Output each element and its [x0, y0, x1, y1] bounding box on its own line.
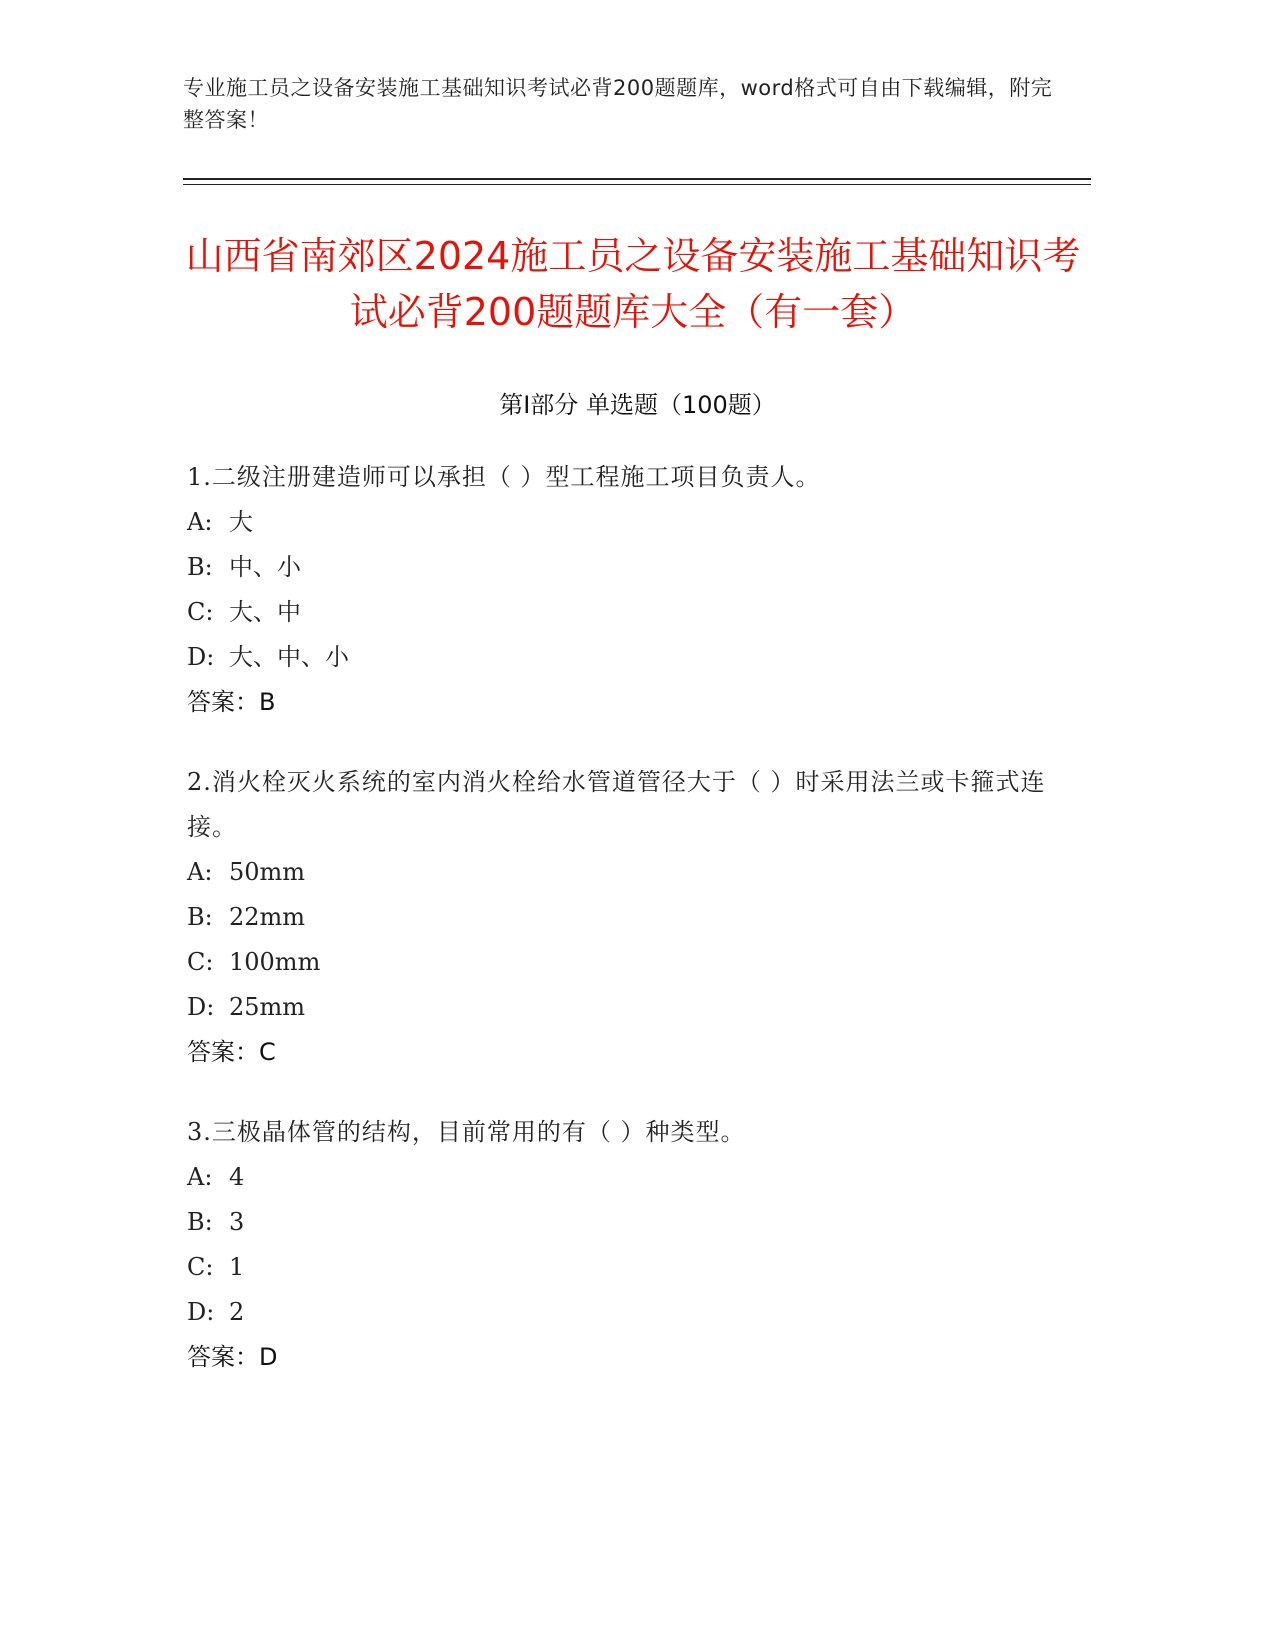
option-letter: C: [187, 598, 214, 626]
option-letter: D: [187, 643, 215, 671]
option-c [187, 940, 1067, 985]
option-text: 2 [229, 1298, 245, 1326]
option-text: 大 [229, 508, 253, 536]
option-text: 中、小 [229, 553, 301, 581]
question-stem: 2.消火栓灭火系统的室内消火栓给水管道管径大于（ ）时采用法兰或卡箍式连接。 [187, 768, 1046, 841]
option-letter: A: [187, 858, 213, 886]
option-b [187, 1200, 1067, 1245]
option-d [187, 1290, 1067, 1335]
option-letter: D: [187, 993, 215, 1021]
option-letter: B: [187, 903, 213, 931]
option-text: 25mm [229, 993, 306, 1021]
option-text: 大、中、小 [229, 643, 349, 671]
option-letter: A: [187, 508, 213, 536]
option-text: 22mm [229, 903, 306, 931]
section-heading: 第I部分 单选题（100题） [499, 391, 776, 419]
question-stem: 3.三极晶体管的结构，目前常用的有（ ）种类型。 [187, 1118, 746, 1146]
option-a [187, 1155, 1067, 1200]
option-d [187, 985, 1067, 1030]
option-b [187, 545, 1067, 590]
option-text: 100mm [229, 948, 321, 976]
question-3 [187, 1110, 1067, 1380]
option-letter: B: [187, 553, 213, 581]
option-b [187, 895, 1067, 940]
option-letter: B: [187, 1208, 213, 1236]
option-d [187, 635, 1067, 680]
option-text: 4 [229, 1163, 245, 1191]
document-title: 山西省南郊区2024施工员之设备安装施工基础知识考试必背200题题库大全（有一套） [185, 234, 1081, 334]
option-letter: D: [187, 1298, 215, 1326]
option-text: 1 [229, 1253, 245, 1281]
option-text: 大、中 [229, 598, 301, 626]
option-letter: A: [187, 1163, 213, 1191]
answer-line: 答案：B [187, 688, 276, 716]
header-divider-thick [183, 178, 1091, 180]
answer-line: 答案：C [187, 1038, 276, 1066]
question-1 [187, 455, 1067, 725]
header-divider-thin [183, 184, 1091, 185]
question-2 [187, 760, 1067, 1075]
option-a [187, 500, 1067, 545]
option-a [187, 850, 1067, 895]
option-c [187, 1245, 1067, 1290]
answer-line: 答案：D [187, 1343, 278, 1371]
question-stem: 1.二级注册建造师可以承担（ ）型工程施工项目负责人。 [187, 463, 821, 491]
option-letter: C: [187, 948, 214, 976]
option-c [187, 590, 1067, 635]
option-text: 3 [229, 1208, 245, 1236]
header-note: 专业施工员之设备安装施工基础知识考试必背200题题库，word格式可自由下载编辑，附完整答案！ [183, 76, 1053, 132]
option-text: 50mm [229, 858, 306, 886]
option-letter: C: [187, 1253, 214, 1281]
